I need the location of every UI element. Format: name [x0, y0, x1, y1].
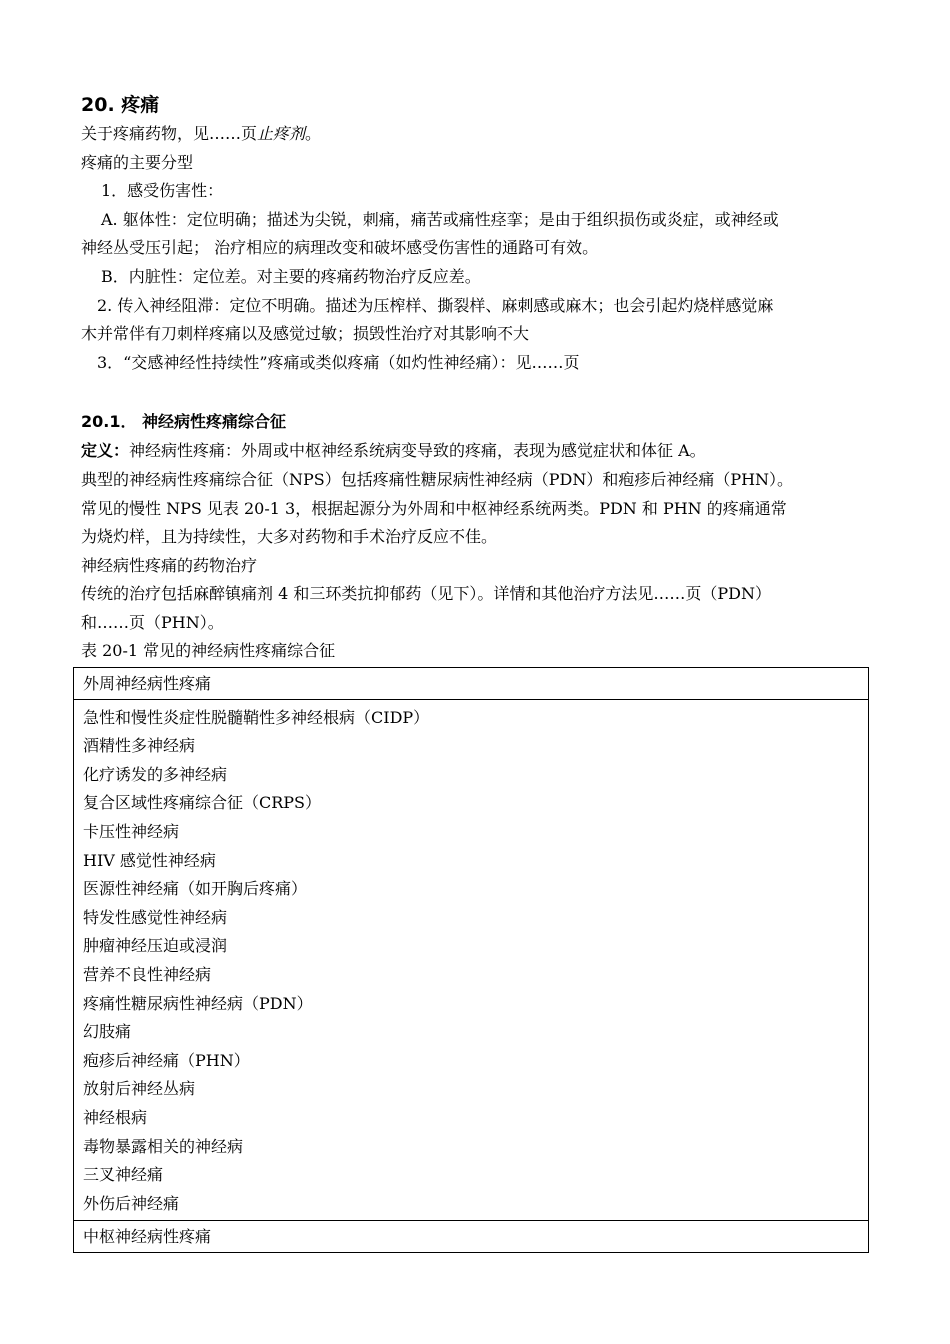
- peripheral-header: 外周神经病性疼痛: [83, 674, 212, 693]
- central-header: 中枢神经病性疼痛: [83, 1227, 212, 1247]
- list-item: 卡压性神经病: [83, 821, 180, 841]
- item-nociceptive: 1．感受伤害性：: [101, 181, 224, 201]
- list-item: 医源性神经痛（如开胸后疼痛）: [83, 879, 308, 899]
- section-spacer: [81, 377, 869, 407]
- list-item: 特发性感觉性神经病: [83, 907, 228, 927]
- table-row: [74, 699, 869, 1221]
- list-item: 复合区域性疼痛综合征（CRPS）: [83, 793, 322, 813]
- nps-table: [73, 667, 869, 1253]
- treatment-title: 神经病性疼痛的药物治疗: [81, 555, 258, 575]
- item-visceral: B．内脏性：定位差。对主要的疼痛药物治疗反应差。: [101, 266, 481, 286]
- list-item: 化疗诱发的多神经病: [83, 764, 228, 784]
- list-item: HIV 感觉性神经病: [83, 850, 216, 870]
- item-somatic-line2: 神经丛受压引起； 治疗相应的病理改变和破坏感受伤害性的通路可有效。: [81, 238, 599, 258]
- item-somatic-line1: A. 躯体性：定位明确；描述为尖锐，刺痛，痛苦或痛性痉挛；是由于组织损伤或炎症，或神经或: [101, 209, 779, 229]
- list-item: 营养不良性神经病: [83, 964, 212, 984]
- table-row: [74, 1221, 869, 1253]
- subsection-title: 20.1． 神经病性疼痛综合征: [81, 412, 287, 432]
- nps-paragraph-line3: 为烧灼样，且为持续性，大多对药物和手术治疗反应不佳。: [81, 527, 498, 547]
- section-title: 20. 疼痛: [81, 94, 160, 116]
- item-sympathetic: 3．“交感神经性持续性”疼痛或类似疼痛（如灼性神经痛）：见……页: [97, 352, 580, 372]
- definition-label: 定义：: [81, 441, 130, 461]
- treatment-paragraph-line2: 和……页（PHN）。: [81, 612, 224, 632]
- definition-line: [81, 437, 869, 466]
- ref-prefix: 关于疼痛药物，见……页: [81, 124, 258, 143]
- drug-reference-line: [81, 120, 869, 149]
- list-item: 神经根病: [83, 1107, 148, 1127]
- definition-text: 神经病性疼痛：外周或中枢神经系统病变导致的疼痛，表现为感觉症状和体征 A。: [129, 441, 706, 461]
- list-item: 幻肢痛: [83, 1022, 132, 1042]
- nps-paragraph-line1: 典型的神经病性疼痛综合征（NPS）包括疼痛性糖尿病性神经病（PDN）和疱疹后神经痛（PHN）。: [81, 469, 794, 489]
- list-item: 肿瘤神经压迫或浸润: [83, 936, 228, 956]
- ref-suffix: 。: [305, 124, 322, 143]
- central-header-cell: [74, 1221, 869, 1253]
- peripheral-header-cell: [74, 668, 869, 700]
- list-item: 酒精性多神经病: [83, 736, 196, 756]
- list-item: 疼痛性糖尿病性神经病（PDN）: [83, 993, 313, 1013]
- table-row: [74, 668, 869, 700]
- list-item: 毒物暴露相关的神经病: [83, 1136, 244, 1156]
- list-item: 外伤后神经痛: [83, 1193, 180, 1213]
- document-page: [81, 90, 869, 664]
- nps-paragraph-line2: 常见的慢性 NPS 见表 20-1 3，根据起源分为外周和中枢神经系统两类。PDN 和 PHN 的疼痛通常: [81, 498, 787, 518]
- list-item: 急性和慢性炎症性脱髓鞘性多神经根病（CIDP）: [83, 707, 430, 727]
- list-item: 疱疹后神经痛（PHN）: [83, 1050, 250, 1070]
- table-caption: 表 20-1 常见的神经病性疼痛综合征: [81, 640, 336, 660]
- item-deafferentation-line2: 木并常伴有刀刺样疼痛以及感觉过敏；损毁性治疗对其影响不大: [81, 324, 530, 344]
- list-item: 三叉神经痛: [83, 1165, 164, 1185]
- treatment-paragraph-line1: 传统的治疗包括麻醉镇痛剂 4 和三环类抗抑郁药（见下）。详情和其他治疗方法见……页（PDN）: [81, 584, 771, 604]
- peripheral-items-cell: [74, 699, 869, 1221]
- pain-types-subtitle: 疼痛的主要分型: [81, 152, 194, 172]
- ref-italic-link: 止疼剂: [257, 124, 306, 143]
- list-item: 放射后神经丛病: [83, 1079, 196, 1099]
- item-deafferentation-line1: 2. 传入神经阻滞：定位不明确。描述为压榨样、撕裂样、麻刺感或麻木；也会引起灼烧样感觉麻: [97, 295, 774, 315]
